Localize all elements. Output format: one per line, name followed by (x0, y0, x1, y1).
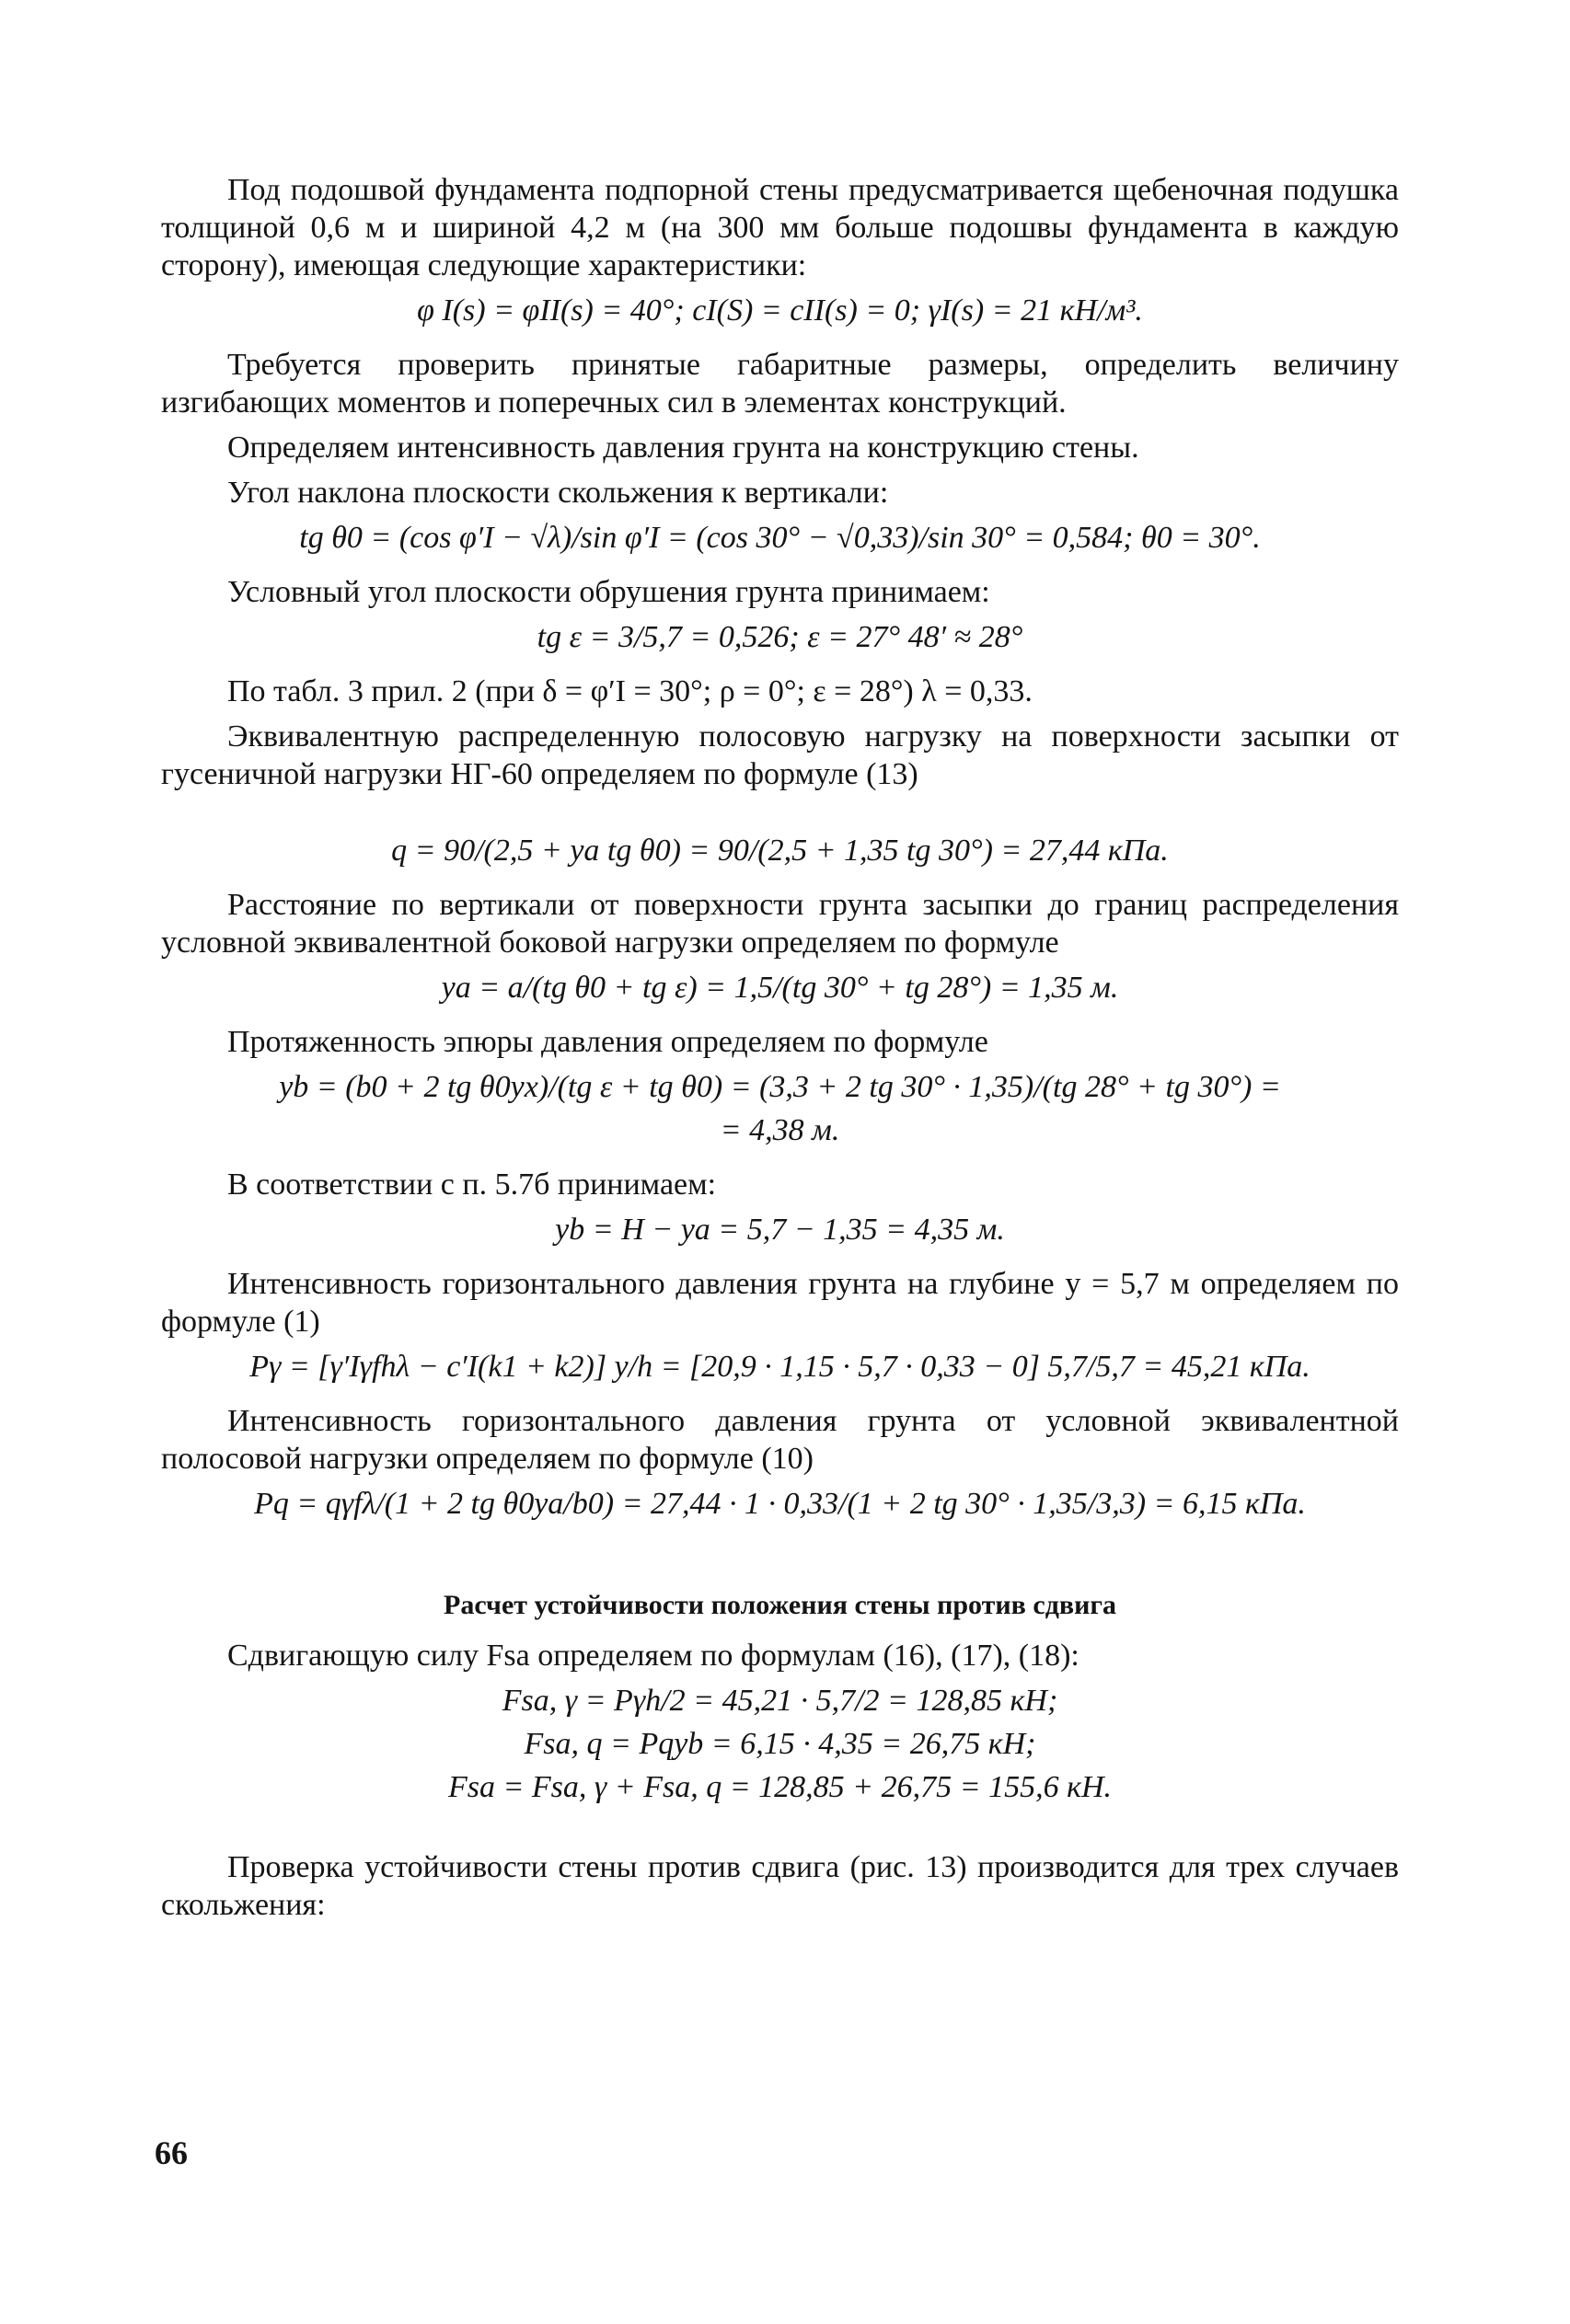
paragraph: По табл. 3 прил. 2 (при δ = φ′I = 30°; ρ = 0°; ε = 28°) λ = 0,33. (227, 674, 1033, 708)
formula: q = 90/(2,5 + ya tg θ0) = 90/(2,5 + 1,35 tg 30°) = 27,44 кПа. (391, 834, 1169, 868)
paragraph: Условный угол плоскости обрушения грунта принимаем: (227, 575, 990, 609)
formula: tg ε = 3/5,7 = 0,526; ε = 27° 48′ ≈ 28° (537, 620, 1023, 654)
page-number: 66 (155, 2134, 188, 2171)
formula-continuation: = 4,38 м. (720, 1113, 840, 1147)
paragraph: Интенсивность горизонтального давления грунта на глубине y = 5,7 м определяем по формуле (1) (161, 1267, 1399, 1339)
formula: Fsa = Fsa, γ + Fsa, q = 128,85 + 26,75 = 155,6 кН. (447, 1770, 1113, 1804)
formula: yb = (b0 + 2 tg θ0yx)/(tg ε + tg θ0) = (3,3 + 2 tg 30° · 1,35)/(tg 28° + tg 30°) = (279, 1070, 1281, 1104)
formula: ya = a/(tg θ0 + tg ε) = 1,5/(tg 30° + tg 28°) = 1,35 м. (441, 971, 1119, 1005)
paragraph: Угол наклона плоскости скольжения к вертикали: (227, 476, 889, 510)
paragraph: Проверка устойчивости стены против сдвига (рис. 13) производится для трех случаев скольжения: (161, 1850, 1399, 1922)
paragraph: Интенсивность горизонтального давления грунта от условной эквивалентной полосовой нагрузки определяем по формуле (10) (161, 1404, 1399, 1476)
formula: Fsa, q = Pqyb = 6,15 · 4,35 = 26,75 кН; (524, 1727, 1036, 1761)
spacer (161, 800, 1399, 826)
formula: tg θ0 = (cos φ′I − √λ)/sin φ′I = (cos 30° − √0,33)/sin 30° = 0,584; θ0 = 30°. (299, 521, 1261, 555)
paragraph: Протяженность эпюры давления определяем по формуле (227, 1025, 988, 1059)
paragraph: Сдвигающую силу Fsa определяем по формулам (16), (17), (18): (227, 1639, 1079, 1673)
section-heading: Расчет устойчивости положения стены против сдвига (444, 1590, 1116, 1620)
paragraph: В соответствии с п. 5.7б принимаем: (227, 1168, 717, 1202)
paragraph: Требуется проверить принятые габаритные размеры, определить величину изгибающих моментов и поперечных сил в элементах конструкций. (161, 348, 1399, 420)
formula: Fsa, γ = Pγh/2 = 45,21 · 5,7/2 = 128,85 кН; (502, 1684, 1058, 1718)
formula: φ I(s) = φII(s) = 40°; cI(S) = cII(s) = 0; γI(s) = 21 кН/м³. (417, 293, 1143, 328)
paragraph: Эквивалентную распределенную полосовую нагрузку на поверхности засыпки от гусеничной нагрузки НГ-60 определяем по формуле (13) (161, 719, 1399, 791)
formula: Pγ = [γ′Iγfhλ − c′I(k1 + k2)] y/h = [20,9 · 1,15 · 5,7 · 0,33 − 0] 5,7/5,7 = 45,21 кПа. (249, 1350, 1310, 1384)
paragraph: Расстояние по вертикали от поверхности грунта засыпки до границ распределения условной эквивалентной боковой нагрузки определяем по формуле (161, 888, 1399, 960)
paragraph: Определяем интенсивность давления грунта на конструкцию стены. (227, 431, 1139, 465)
spacer (161, 1823, 1399, 1848)
page-content (161, 171, 1399, 1931)
formula: Pq = qγfλ/(1 + 2 tg θ0ya/b0) = 27,44 · 1 · 0,33/(1 + 2 tg 30° · 1,35/3,3) = 6,15 кПа. (254, 1487, 1306, 1521)
paragraph: Под подошвой фундамента подпорной стены предусматривается щебеночная подушка толщиной 0,6 м и шириной 4,2 м (на 300 мм больше подошвы фундамента в каждую сторону), имеющая следующие характеристики: (161, 173, 1399, 282)
formula: yb = H − ya = 5,7 − 1,35 = 4,35 м. (555, 1213, 1005, 1247)
